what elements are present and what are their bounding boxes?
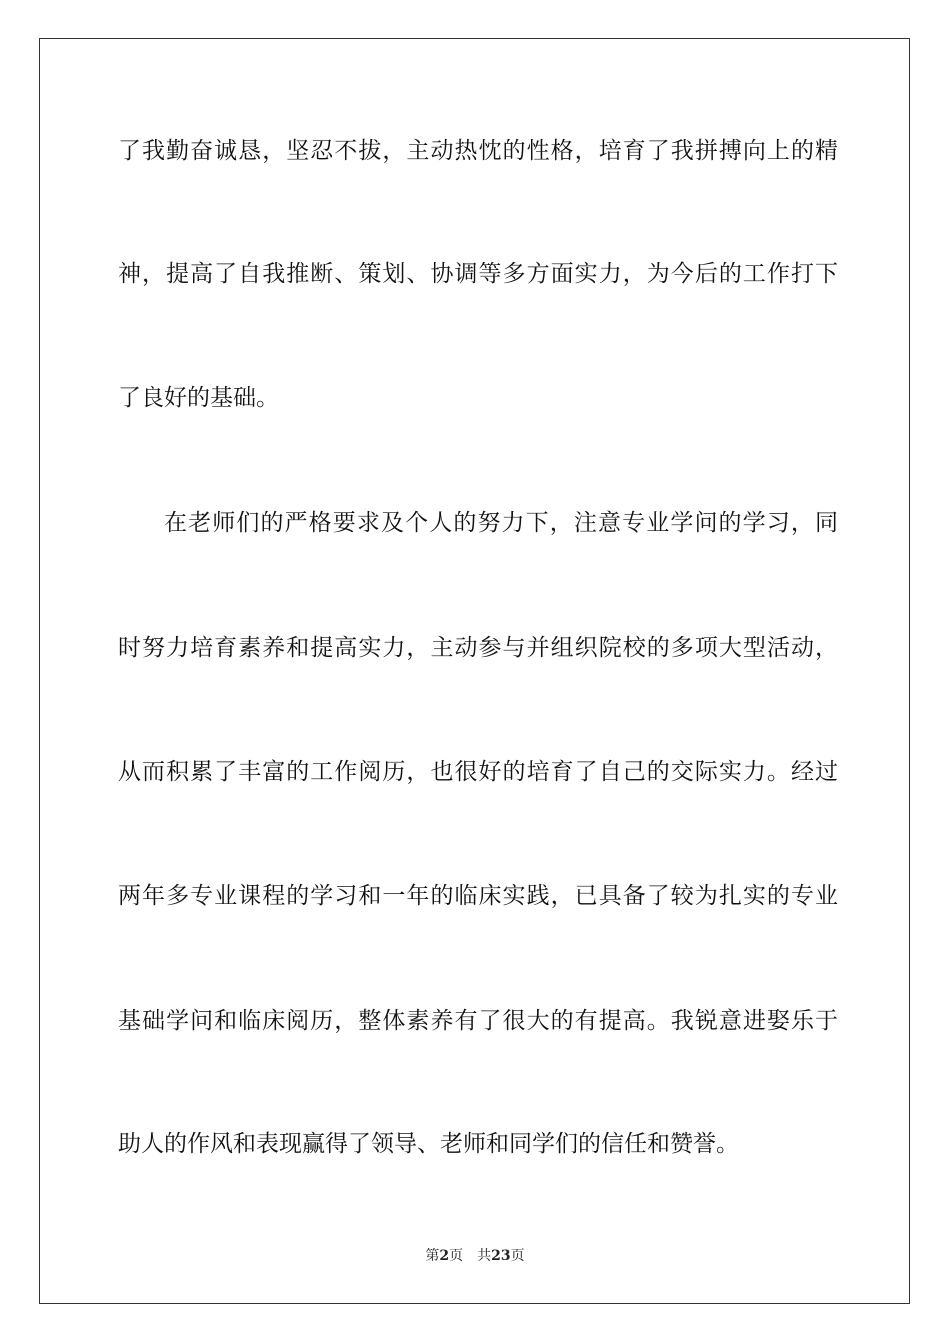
page-suffix: 页 bbox=[449, 1248, 464, 1264]
page-frame bbox=[39, 38, 910, 1304]
total-pages: 23 bbox=[491, 1248, 511, 1264]
body-text-line: 了我勤奋诚恳，坚忍不拔，主动热忱的性格，培育了我拼搏向上的精 bbox=[118, 138, 838, 164]
page-prefix: 第 bbox=[425, 1248, 440, 1264]
body-text-line: 神，提高了自我推断、策划、协调等多方面实力，为今后的工作打下 bbox=[118, 261, 838, 287]
total-suffix: 页 bbox=[510, 1248, 525, 1264]
body-text-line: 基础学问和临床阅历，整体素养有了很大的有提高。我锐意进娶乐于 bbox=[118, 1008, 838, 1034]
page-footer bbox=[0, 1247, 950, 1265]
body-text-line: 时努力培育素养和提高实力，主动参与并组织院校的多项大型活动， bbox=[118, 635, 838, 661]
body-text-line: 从而积累了丰富的工作阅历，也很好的培育了自己的交际实力。经过 bbox=[118, 759, 838, 785]
paragraph-first-line: 在老师们的严格要求及个人的努力下，注意专业学问的学习，同 bbox=[164, 510, 838, 536]
body-text-line: 两年多专业课程的学习和一年的临床实践，已具备了较为扎实的专业 bbox=[118, 883, 838, 909]
total-prefix: 共 bbox=[477, 1248, 492, 1264]
body-text-line: 了良好的基础。 bbox=[118, 385, 279, 411]
body-text-line: 助人的作风和表现赢得了领导、老师和同学们的信任和赞誉。 bbox=[118, 1131, 739, 1157]
page-number: 2 bbox=[439, 1248, 450, 1264]
